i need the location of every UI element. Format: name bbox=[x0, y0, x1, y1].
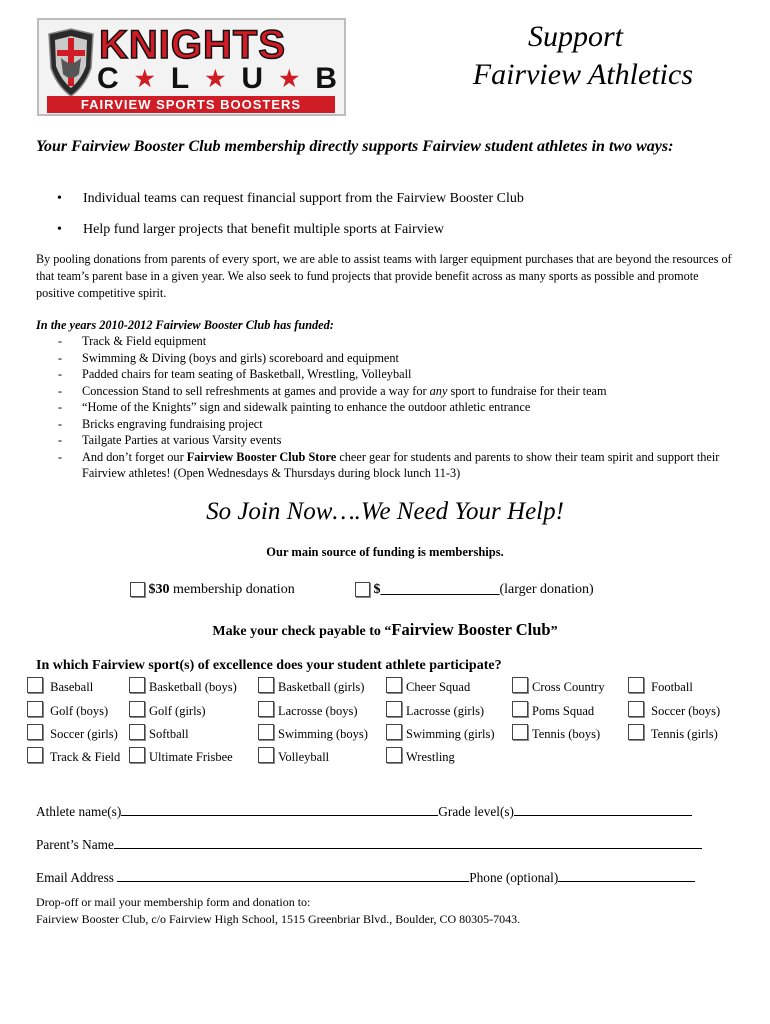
sport-option-cheer-squad[interactable] bbox=[386, 677, 470, 695]
sport-checkbox[interactable] bbox=[129, 701, 145, 717]
funded-item-text-rest: cheer gear for students and parents to show their team spirit and support their Fairview athletes! (Open Wednesdays & Thursdays during block lunch 11-3) bbox=[82, 449, 720, 480]
sport-checkbox[interactable] bbox=[628, 701, 644, 717]
email-phone-row bbox=[36, 867, 695, 886]
star-icon: ★ bbox=[279, 66, 300, 91]
pooling-paragraph: By pooling donations from parents of every sport, we are able to assist teams with larger equipment purchases that are beyond the resources of that team’s parent base in a given year. We also seek to fund projects that provide benefit across as many sports as possible and promote positive competitive spirit. bbox=[36, 252, 732, 300]
funded-item-text: Concession Stand to sell refreshments at games and provide a way for bbox=[82, 383, 427, 398]
mail-line-1: Drop-off or mail your membership form and donation to: bbox=[36, 895, 311, 909]
sport-label: Basketball (girls) bbox=[278, 680, 365, 694]
parent-name-field[interactable] bbox=[114, 834, 702, 849]
logo-club-letter: B bbox=[315, 62, 337, 95]
sport-checkbox[interactable] bbox=[628, 677, 644, 693]
sport-option-baseball[interactable] bbox=[27, 677, 93, 695]
funded-item: - Track & Field equipment bbox=[58, 333, 738, 350]
sport-label: Tennis (boys) bbox=[532, 727, 601, 741]
funded-item-text: Swimming & Diving (boys and girls) scoreboard and equipment bbox=[82, 350, 399, 365]
sport-checkbox[interactable] bbox=[512, 677, 528, 693]
funding-source: Our main source of funding is memberships. bbox=[266, 545, 504, 559]
sport-option-softball[interactable] bbox=[129, 724, 189, 742]
grade-level-label: Grade level(s) bbox=[438, 804, 514, 819]
payable-suffix: ” bbox=[550, 624, 558, 639]
phone-field[interactable] bbox=[558, 867, 695, 882]
funded-item-text: “Home of the Knights” sign and sidewalk painting to enhance the outdoor athletic entrance bbox=[82, 400, 531, 414]
sport-checkbox[interactable] bbox=[512, 701, 528, 717]
sport-label: Golf (girls) bbox=[149, 704, 206, 718]
sport-option-lacrosse-boys[interactable] bbox=[258, 701, 358, 719]
sport-checkbox[interactable] bbox=[386, 747, 402, 763]
donation-other-option bbox=[355, 582, 594, 598]
sport-label: Poms Squad bbox=[532, 704, 595, 718]
sport-option-tennis-girls[interactable] bbox=[628, 724, 718, 742]
bullet-dot-icon: • bbox=[57, 222, 62, 237]
sport-option-soccer-girls[interactable] bbox=[27, 724, 118, 742]
email-field[interactable] bbox=[117, 867, 469, 882]
funded-item: - Bricks engraving fundraising project bbox=[58, 416, 738, 433]
sport-checkbox[interactable] bbox=[129, 677, 145, 693]
funded-item: - Padded chairs for team seating of Basketball, Wrestling, Volleyball bbox=[58, 366, 738, 383]
funded-item-text: Track & Field equipment bbox=[82, 334, 207, 348]
donation-30-amount: $30 bbox=[148, 582, 170, 597]
sport-option-golf-girls[interactable] bbox=[129, 701, 206, 719]
sport-label: Lacrosse (girls) bbox=[406, 704, 485, 718]
sport-option-wrestling[interactable] bbox=[386, 747, 455, 765]
logo-tagline: FAIRVIEW SPORTS BOOSTERS bbox=[47, 96, 335, 113]
athlete-name-field[interactable] bbox=[121, 801, 438, 816]
funded-item: - And don’t forget our Fairview Booster Club Store cheer gear for students and parents to show their team spirit and support their Fairview athletes! (Open Wednesdays & Thursdays during block lunch 11-3) bbox=[58, 449, 720, 480]
sport-option-swimming-boys[interactable] bbox=[258, 724, 368, 742]
funded-item-text: Padded chairs for team seating of Basketball, Wrestling, Volleyball bbox=[82, 367, 412, 381]
store-name: Fairview Booster Club Store bbox=[186, 449, 337, 464]
parent-row bbox=[36, 834, 702, 853]
funded-item-text-rest: sport to fundraise for their team bbox=[450, 383, 607, 398]
sport-checkbox[interactable] bbox=[129, 724, 145, 740]
parent-name-label: Parent’s Name bbox=[36, 837, 114, 852]
sport-option-basketball-girls[interactable] bbox=[258, 677, 364, 695]
grade-level-field[interactable] bbox=[514, 801, 692, 816]
join-heading: So Join Now….We Need Your Help! bbox=[206, 498, 564, 525]
sport-option-volleyball[interactable] bbox=[258, 747, 329, 765]
donation-other-amount-field[interactable]: $_________________ bbox=[373, 582, 500, 597]
funded-item-text: Bricks engraving fundraising project bbox=[82, 416, 263, 431]
sport-label: Swimming (girls) bbox=[406, 727, 495, 741]
intro-text: Your Fairview Booster Club membership directly supports Fairview student athletes in two ways: bbox=[36, 138, 674, 155]
sport-option-cross-country[interactable] bbox=[512, 677, 605, 695]
sport-label: Softball bbox=[149, 727, 189, 741]
logo-club-letter: L bbox=[170, 62, 190, 95]
logo-club-letter: C bbox=[97, 62, 119, 95]
bullet-dot-icon: • bbox=[57, 191, 62, 206]
sport-label: Lacrosse (boys) bbox=[278, 704, 358, 718]
sport-checkbox[interactable] bbox=[258, 677, 274, 693]
sport-label: Wrestling bbox=[406, 750, 455, 764]
header-support: Support bbox=[527, 20, 623, 53]
star-icon: ★ bbox=[134, 66, 155, 91]
star-icon: ★ bbox=[205, 66, 226, 91]
mail-line-2: Fairview Booster Club, c/o Fairview High School, 1515 Greenbriar Blvd., Boulder, CO 80305-7043. bbox=[36, 912, 521, 926]
sport-label: Track & Field bbox=[49, 750, 121, 764]
logo-club-letter: U bbox=[241, 62, 264, 95]
sport-checkbox[interactable] bbox=[258, 701, 274, 717]
sport-label: Soccer (boys) bbox=[651, 704, 721, 718]
donation-other-checkbox[interactable] bbox=[355, 582, 370, 597]
mail-instructions bbox=[36, 894, 520, 928]
header-fairview-athletics: Fairview Athletics bbox=[472, 58, 693, 91]
funded-title: In the years 2010-2012 Fairview Booster Club has funded: bbox=[36, 318, 334, 332]
sport-option-poms-squad[interactable] bbox=[512, 701, 594, 719]
sport-checkbox[interactable] bbox=[628, 724, 644, 740]
athlete-name-label: Athlete name(s) bbox=[36, 804, 122, 819]
bullet-text: Help fund larger projects that benefit multiple sports at Fairview bbox=[83, 222, 444, 237]
logo-word-club bbox=[97, 64, 337, 94]
sport-checkbox[interactable] bbox=[258, 724, 274, 740]
sport-label: Cross Country bbox=[532, 680, 605, 694]
payable-line bbox=[0, 620, 770, 640]
sport-label: Cheer Squad bbox=[406, 680, 471, 694]
payable-prefix: Make your check payable to “ bbox=[212, 624, 392, 639]
sport-label: Volleyball bbox=[278, 750, 330, 764]
sport-option-ultimate-frisbee[interactable] bbox=[129, 747, 233, 765]
sport-checkbox[interactable] bbox=[258, 747, 274, 763]
sport-checkbox[interactable] bbox=[129, 747, 145, 763]
sport-option-lacrosse-girls[interactable] bbox=[386, 701, 484, 719]
sport-question: In which Fairview sport(s) of excellence does your student athlete participate? bbox=[36, 658, 502, 673]
donation-30-option bbox=[130, 582, 295, 598]
sport-label: Ultimate Frisbee bbox=[149, 750, 233, 764]
bullet-text: Individual teams can request financial support from the Fairview Booster Club bbox=[83, 191, 524, 206]
sport-checkbox[interactable] bbox=[386, 724, 402, 740]
funded-item: - Tailgate Parties at various Varsity events bbox=[58, 432, 738, 449]
donation-30-checkbox[interactable] bbox=[130, 582, 145, 597]
sport-option-golf-boys[interactable] bbox=[27, 701, 108, 719]
sport-label: Baseball bbox=[50, 680, 94, 694]
sport-label: Football bbox=[651, 680, 693, 694]
logo-word-knights: KNIGHTS bbox=[99, 23, 286, 67]
funded-item: - Concession Stand to sell refreshments at games and provide a way for any sport to fundraise for their team bbox=[58, 383, 607, 398]
sport-label: Swimming (boys) bbox=[278, 727, 368, 741]
sport-checkbox[interactable] bbox=[512, 724, 528, 740]
sport-checkbox[interactable] bbox=[27, 747, 43, 763]
bullet-item bbox=[57, 191, 524, 207]
sport-option-track-field[interactable] bbox=[27, 747, 120, 765]
sport-label: Soccer (girls) bbox=[50, 727, 118, 741]
emphasis-any: any bbox=[429, 383, 448, 398]
sport-checkbox[interactable] bbox=[386, 677, 402, 693]
funded-item: - “Home of the Knights” sign and sidewalk painting to enhance the outdoor athletic entrance bbox=[58, 399, 738, 416]
sport-checkbox[interactable] bbox=[386, 701, 402, 717]
funded-item-text: And don’t forget our bbox=[82, 449, 184, 464]
athlete-grade-row bbox=[36, 801, 692, 820]
sport-checkbox[interactable] bbox=[27, 677, 43, 693]
sport-label: Basketball (boys) bbox=[149, 680, 237, 694]
sport-label: Golf (boys) bbox=[50, 704, 109, 718]
sport-option-football[interactable] bbox=[628, 677, 693, 695]
sport-option-swimming-girls[interactable] bbox=[386, 724, 495, 742]
sport-label: Tennis (girls) bbox=[650, 727, 718, 741]
sport-checkbox[interactable] bbox=[27, 701, 43, 717]
sport-option-basketball-boys[interactable] bbox=[129, 677, 237, 695]
donation-30-label: membership donation bbox=[173, 582, 295, 597]
sport-option-soccer-boys[interactable] bbox=[628, 701, 720, 719]
phone-label: Phone (optional) bbox=[469, 870, 559, 885]
sport-checkbox[interactable] bbox=[27, 724, 43, 740]
bullet-item bbox=[57, 222, 444, 238]
email-label: Email Address bbox=[36, 870, 114, 885]
knights-club-logo bbox=[37, 18, 346, 116]
donation-other-label: (larger donation) bbox=[499, 582, 594, 597]
payable-name: Fairview Booster Club bbox=[391, 620, 551, 639]
knight-shield-icon bbox=[45, 28, 97, 98]
funded-item: - Swimming & Diving (boys and girls) scoreboard and equipment bbox=[58, 350, 738, 367]
sport-option-tennis-boys[interactable] bbox=[512, 724, 600, 742]
funded-item-text: Tailgate Parties at various Varsity events bbox=[82, 433, 282, 447]
